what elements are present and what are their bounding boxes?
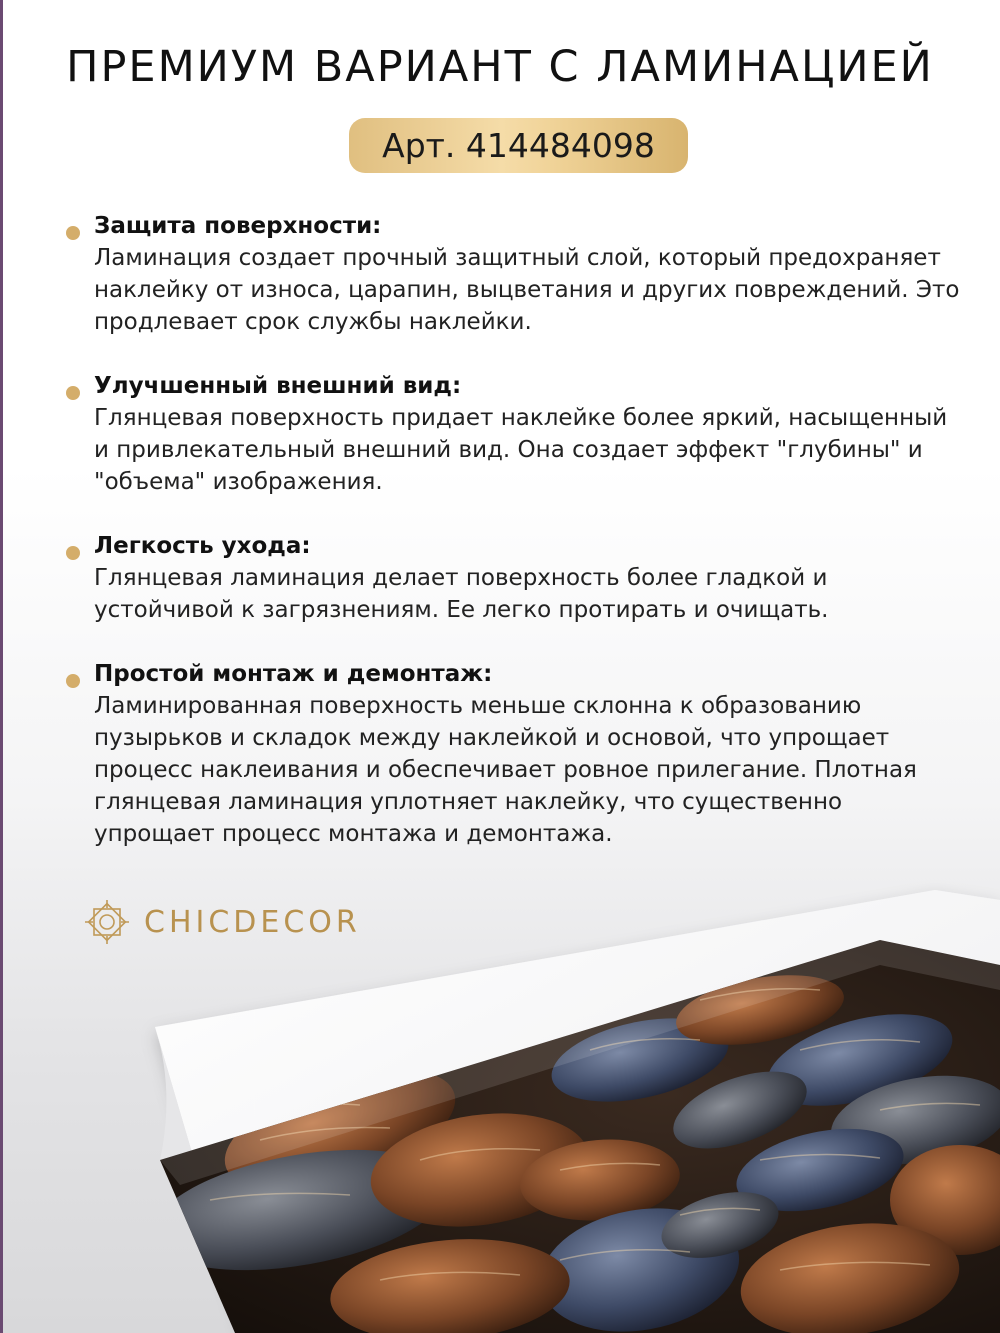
feature-text: Ламинация создает прочный защитный слой, который предохраняет наклейку от износа, царапин, выцветания и других повреждений. Это продлевает срок службы наклейки. xyxy=(94,245,960,335)
page-title: ПРЕМИУМ ВАРИАНТ С ЛАМИНАЦИЕЙ xyxy=(66,42,934,92)
feature-title: Улучшенный внешний вид: xyxy=(94,373,462,399)
feature-title: Простой монтаж и демонтаж: xyxy=(94,661,493,687)
brand-name: CHICDECOR xyxy=(144,904,361,940)
feature-text: Ламинированная поверхность меньше склонна к образованию пузырьков и складок между наклейкой и основой, что упрощает процесс наклеивания и обеспечивает ровное прилегание. Плотная глянцевая ламинация уплотняет наклейку, что существенно упрощает процесс монтажа и демонтажа. xyxy=(94,693,917,847)
feature-title: Легкость ухода: xyxy=(94,533,311,559)
feature-title: Защита поверхности: xyxy=(94,213,382,239)
feature-text: Глянцевая поверхность придает наклейке более яркий, насыщенный и привлекательный внешний вид. Она создает эффект "глубины" и "объема" изображения. xyxy=(94,405,948,495)
feature-text: Глянцевая ламинация делает поверхность более гладкой и устойчивой к загрязнениям. Ее легко протирать и очищать. xyxy=(94,565,829,623)
article-number: Арт. 414484098 xyxy=(382,126,655,165)
